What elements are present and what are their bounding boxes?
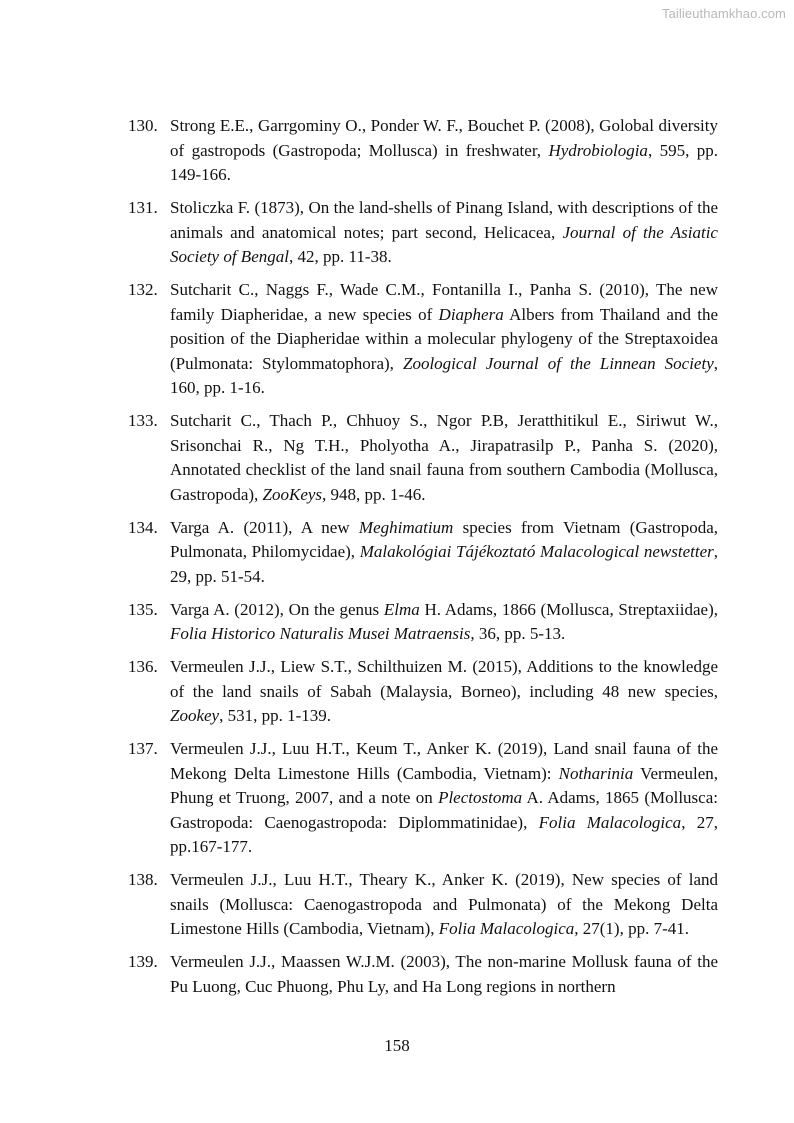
reference-number: 139. — [128, 952, 158, 972]
reference-item — [128, 196, 718, 270]
reference-item — [128, 655, 718, 729]
reference-text: Stoliczka F. (1873), On the land-shells of Pinang Island, with descriptions of the animals and anatomical notes; part second, Helicacea, — [170, 197, 718, 242]
reference-text: A. Adams, 1865 (Mollusca: Gastropoda: Caenogastropoda: Diplommatinidae), — [170, 788, 718, 832]
reference-text: Vermeulen J.J., Luu H.T., Keum T., Anker K. (2019), Land snail fauna of the Mekong Delta Limestone Hills (Cambodia, Vietnam): — [170, 738, 718, 783]
reference-italic-text: Folia Historico Naturalis Musei Matraensis, — [170, 624, 475, 644]
reference-item — [128, 868, 718, 942]
reference-item — [128, 409, 718, 507]
reference-item — [128, 516, 718, 590]
reference-text: Varga A. (2011), A new — [170, 517, 359, 537]
reference-italic-text: Elma — [383, 599, 420, 619]
watermark: Tailieuthamkhao.com — [661, 6, 786, 21]
reference-item — [128, 950, 718, 999]
reference-italic-text: Diaphera — [438, 304, 504, 324]
reference-number: 134. — [128, 517, 158, 537]
reference-number: 132. — [128, 279, 158, 299]
reference-item — [128, 114, 718, 188]
reference-text: H. Adams, 1866 (Mollusca, Streptaxiidae), — [419, 599, 718, 619]
reference-text: , 948, pp. 1-46. — [322, 484, 426, 504]
reference-italic-text: Zoological Journal of the Linnean Society — [403, 353, 714, 373]
reference-text: 36, pp. 5-13. — [474, 624, 566, 644]
page-number: 158 — [384, 1036, 410, 1055]
reference-item — [128, 278, 718, 401]
reference-text: Vermeulen J.J., Maassen W.J.M. (2003), The non-marine Mollusk fauna of the Pu Luong, Cuc Phuong, Phu Ly, and Ha Long regions in northern — [170, 952, 718, 996]
reference-text: , 27, pp.167-177. — [170, 812, 718, 857]
reference-number: 138. — [128, 870, 158, 890]
reference-text: , 531, pp. 1-139. — [219, 706, 332, 726]
reference-italic-text: Folia Malacologica — [538, 812, 682, 832]
reference-text: Varga A. (2012), On the genus — [170, 599, 384, 619]
reference-text: Vermeulen, Phung et Truong, 2007, and a note on — [170, 763, 718, 808]
reference-text: , 42, pp. 11-38. — [288, 247, 392, 267]
reference-list — [128, 114, 718, 1007]
reference-item — [128, 737, 718, 860]
reference-text: species from Vietnam (Gastropoda, Pulmonata, Philomycidae), — [170, 517, 719, 562]
reference-italic-text: Journal of the Asiatic Society of Bengal — [170, 222, 718, 267]
reference-italic-text: ZooKeys — [262, 484, 323, 504]
reference-text: , 160, pp. 1-16. — [170, 353, 718, 398]
reference-italic-text: Notharinia — [558, 763, 634, 783]
reference-text: Strong E.E., Garrgominy O., Ponder W. F., Bouchet P. (2008), Golobal diversity of gastropods (Gastropoda; Mollusca) in freshwater, — [170, 116, 718, 160]
reference-italic-text: Plectostoma — [438, 788, 523, 808]
reference-number: 130. — [128, 116, 158, 135]
reference-text: Vermeulen J.J., Liew S.T., Schilthuizen M. (2015), Additions to the knowledge of the land snails of Sabah (Malaysia, Borneo), including 48 new species, — [170, 657, 718, 701]
reference-text: Sutcharit C., Thach P., Chhuoy S., Ngor P.B, Jeratthitikul E., Siriwut W., Srisonchai R., Ng T.H., Pholyotha A., Jirapatrasilp P., Panha S. (2020), Annotated checklist of the land snail fauna from southern Cambodia (Mollusca, Gastropoda), — [170, 411, 718, 504]
reference-italic-text: Folia Malacologica — [438, 919, 575, 939]
reference-number: 135. — [128, 599, 158, 619]
reference-number: 136. — [128, 657, 158, 676]
reference-text: Sutcharit C., Naggs F., Wade C.M., Fontanilla I., Panha S. (2010), The new family Diapheridae, a new species of — [170, 279, 718, 324]
reference-text: , 27(1), pp. 7-41. — [574, 919, 689, 939]
reference-text: , 29, pp. 51-54. — [170, 542, 718, 586]
reference-italic-text: Meghimatium — [358, 517, 454, 537]
reference-number: 131. — [128, 197, 158, 217]
reference-number: 137. — [128, 738, 158, 758]
reference-item — [128, 598, 718, 647]
reference-italic-text: Zookey — [170, 706, 220, 726]
reference-text: Vermeulen J.J., Luu H.T., Theary K., Anker K. (2019), New species of land snails (Mollusca: Caenogastropoda and Pulmonata) of the Mekong Delta Limestone Hills (Cambodia, Vietnam), — [170, 870, 718, 939]
reference-text: , 595, pp. 149-166. — [170, 140, 718, 185]
reference-text: Albers from Thailand and the position of the Diapheridae within a molecular phylogeny of the Streptaxoidea (Pulmonata: Stylommatophora), — [170, 304, 719, 373]
reference-italic-text: Malakológiai Tájékoztató Malacological newstetter — [359, 542, 714, 562]
reference-number: 133. — [128, 411, 158, 431]
reference-italic-text: Hydrobiologia — [548, 140, 648, 160]
